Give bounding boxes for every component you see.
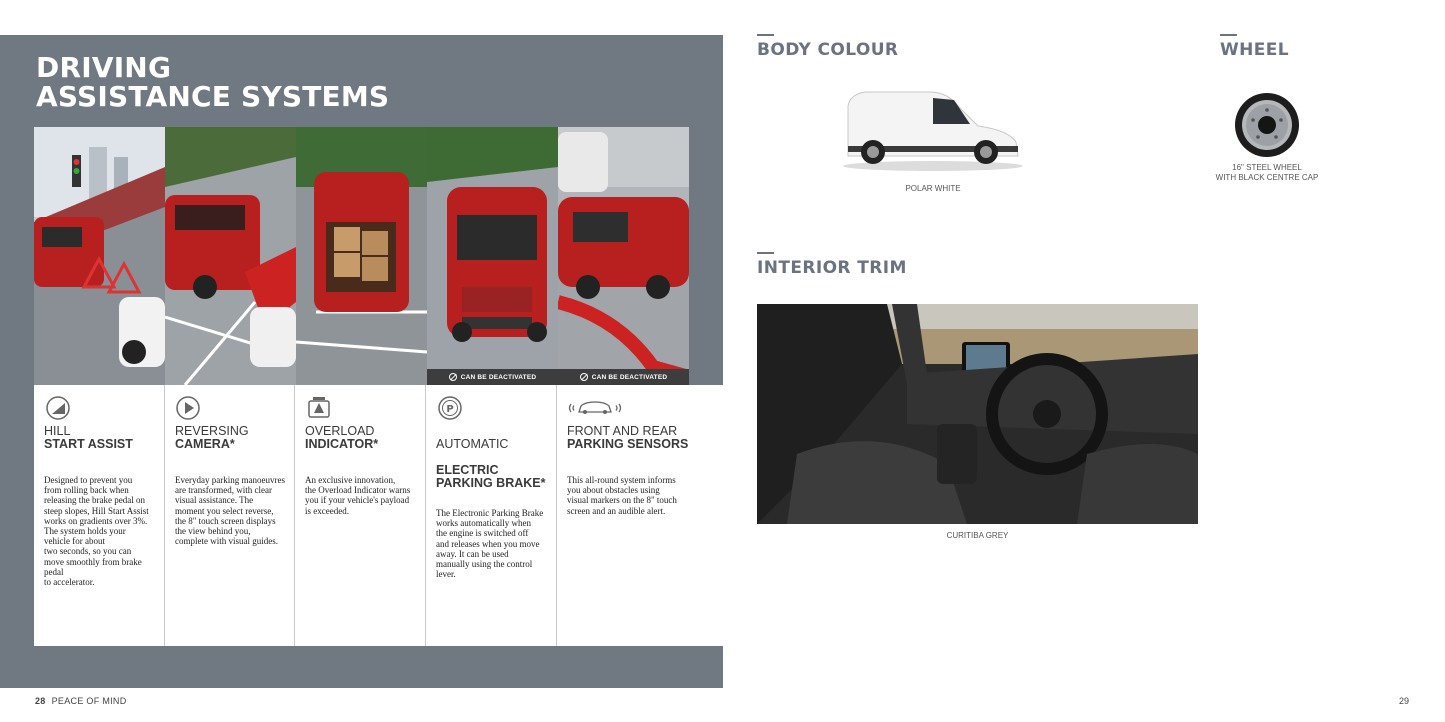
feature-description: An exclusive innovation, the Overload Indicator warns you if your vehicle's payload is exceeded. bbox=[305, 475, 411, 516]
deactivate-icon bbox=[580, 373, 588, 381]
feature-description: Everyday parking manoeuvres are transformed, with clear visual assistance. The moment you select reverse, the 8" touch screen displays the view behind you, complete with visual guides. bbox=[175, 475, 285, 547]
feature-title bbox=[175, 425, 293, 451]
feature-card-overload-indicator bbox=[295, 385, 426, 646]
feature-title-bold: PARKING SENSORS bbox=[567, 437, 689, 451]
feature-title-light: AUTOMATIC bbox=[436, 437, 509, 451]
reversing-camera-photo bbox=[165, 127, 296, 385]
feature-title-light: FRONT AND REAR bbox=[567, 424, 678, 438]
can-be-deactivated-strip bbox=[427, 369, 558, 385]
hill-start-icon bbox=[44, 395, 74, 421]
feature-title-bold: INDICATOR* bbox=[305, 437, 379, 451]
parking-sensors-icon bbox=[567, 395, 623, 421]
feature-card-reversing-camera bbox=[165, 385, 295, 646]
parking-sensors-photo bbox=[558, 127, 689, 385]
overload-indicator-icon bbox=[305, 395, 335, 421]
parking-brake-icon bbox=[436, 395, 466, 421]
feature-description: This all-round system informs you about obstacles using visual markers on the 8" touch screen and an audible alert. bbox=[567, 475, 677, 516]
can-be-deactivated-label: CAN BE DEACTIVATED bbox=[460, 373, 537, 381]
can-be-deactivated-strip bbox=[558, 369, 689, 385]
driving-assistance-panel bbox=[0, 35, 723, 688]
wheel-caption-line-2: WITH BLACK CENTRE CAP bbox=[1215, 173, 1319, 182]
footer-left bbox=[35, 696, 127, 706]
feature-title bbox=[567, 425, 717, 451]
parking-brake-photo bbox=[427, 127, 558, 385]
page-number-left: 28 bbox=[35, 696, 46, 706]
polar-white-van-image bbox=[838, 86, 1023, 174]
interior-photo bbox=[757, 304, 1198, 524]
feature-title bbox=[44, 425, 162, 451]
hill-start-photo bbox=[34, 127, 165, 385]
feature-title-bold: START ASSIST bbox=[44, 437, 133, 451]
feature-title bbox=[436, 425, 554, 503]
section-name: PEACE OF MIND bbox=[51, 696, 127, 706]
can-be-deactivated-label: CAN BE DEACTIVATED bbox=[591, 373, 668, 381]
title-line-1: DRIVING bbox=[36, 51, 172, 84]
page-number-right: 29 bbox=[1399, 696, 1410, 706]
svg-text:P: P bbox=[446, 404, 454, 415]
body-colour-heading: BODY COLOUR bbox=[757, 40, 899, 60]
feature-card-parking-brake bbox=[426, 385, 557, 646]
reversing-camera-icon bbox=[175, 395, 205, 421]
feature-card-parking-sensors bbox=[557, 385, 723, 646]
wheel-heading: WHEEL bbox=[1220, 40, 1290, 60]
heading-dash bbox=[757, 34, 774, 36]
feature-cards bbox=[34, 385, 723, 646]
feature-description: The Electronic Parking Brake works automatically when the engine is switched off and releases when you move away. It can be used manually using the control lever. bbox=[436, 508, 544, 580]
feature-title-bold: CAMERA* bbox=[175, 437, 235, 451]
interior-trim-heading: INTERIOR TRIM bbox=[757, 258, 907, 278]
wheel-caption bbox=[1207, 163, 1327, 183]
deactivate-icon bbox=[449, 373, 457, 381]
body-colour-caption: POLAR WHITE bbox=[905, 184, 961, 193]
heading-dash bbox=[757, 252, 774, 254]
wheel-caption-line-1: 16" STEEL WHEEL bbox=[1232, 163, 1302, 172]
feature-title-light: HILL bbox=[44, 424, 71, 438]
overload-indicator-photo bbox=[296, 127, 427, 385]
title-line-2: ASSISTANCE SYSTEMS bbox=[36, 80, 390, 113]
feature-title-light: OVERLOAD bbox=[305, 424, 375, 438]
interior-caption: CURITIBA GREY bbox=[946, 531, 1009, 540]
feature-title-light: REVERSING bbox=[175, 424, 249, 438]
feature-description: Designed to prevent you from rolling back when releasing the brake pedal on steep slopes, Hill Start Assist works on gradients over 3%. The system holds your vehicle for about two seconds, so you can move smoothly from brake pedal to accelerator. bbox=[44, 475, 149, 588]
feature-title-bold: ELECTRIC PARKING BRAKE* bbox=[436, 463, 546, 490]
feature-title bbox=[305, 425, 423, 451]
feature-card-hill-start bbox=[34, 385, 165, 646]
steel-wheel-image bbox=[1234, 92, 1300, 158]
feature-photo-strip bbox=[34, 127, 689, 385]
page-title bbox=[36, 53, 389, 111]
heading-dash bbox=[1220, 34, 1237, 36]
